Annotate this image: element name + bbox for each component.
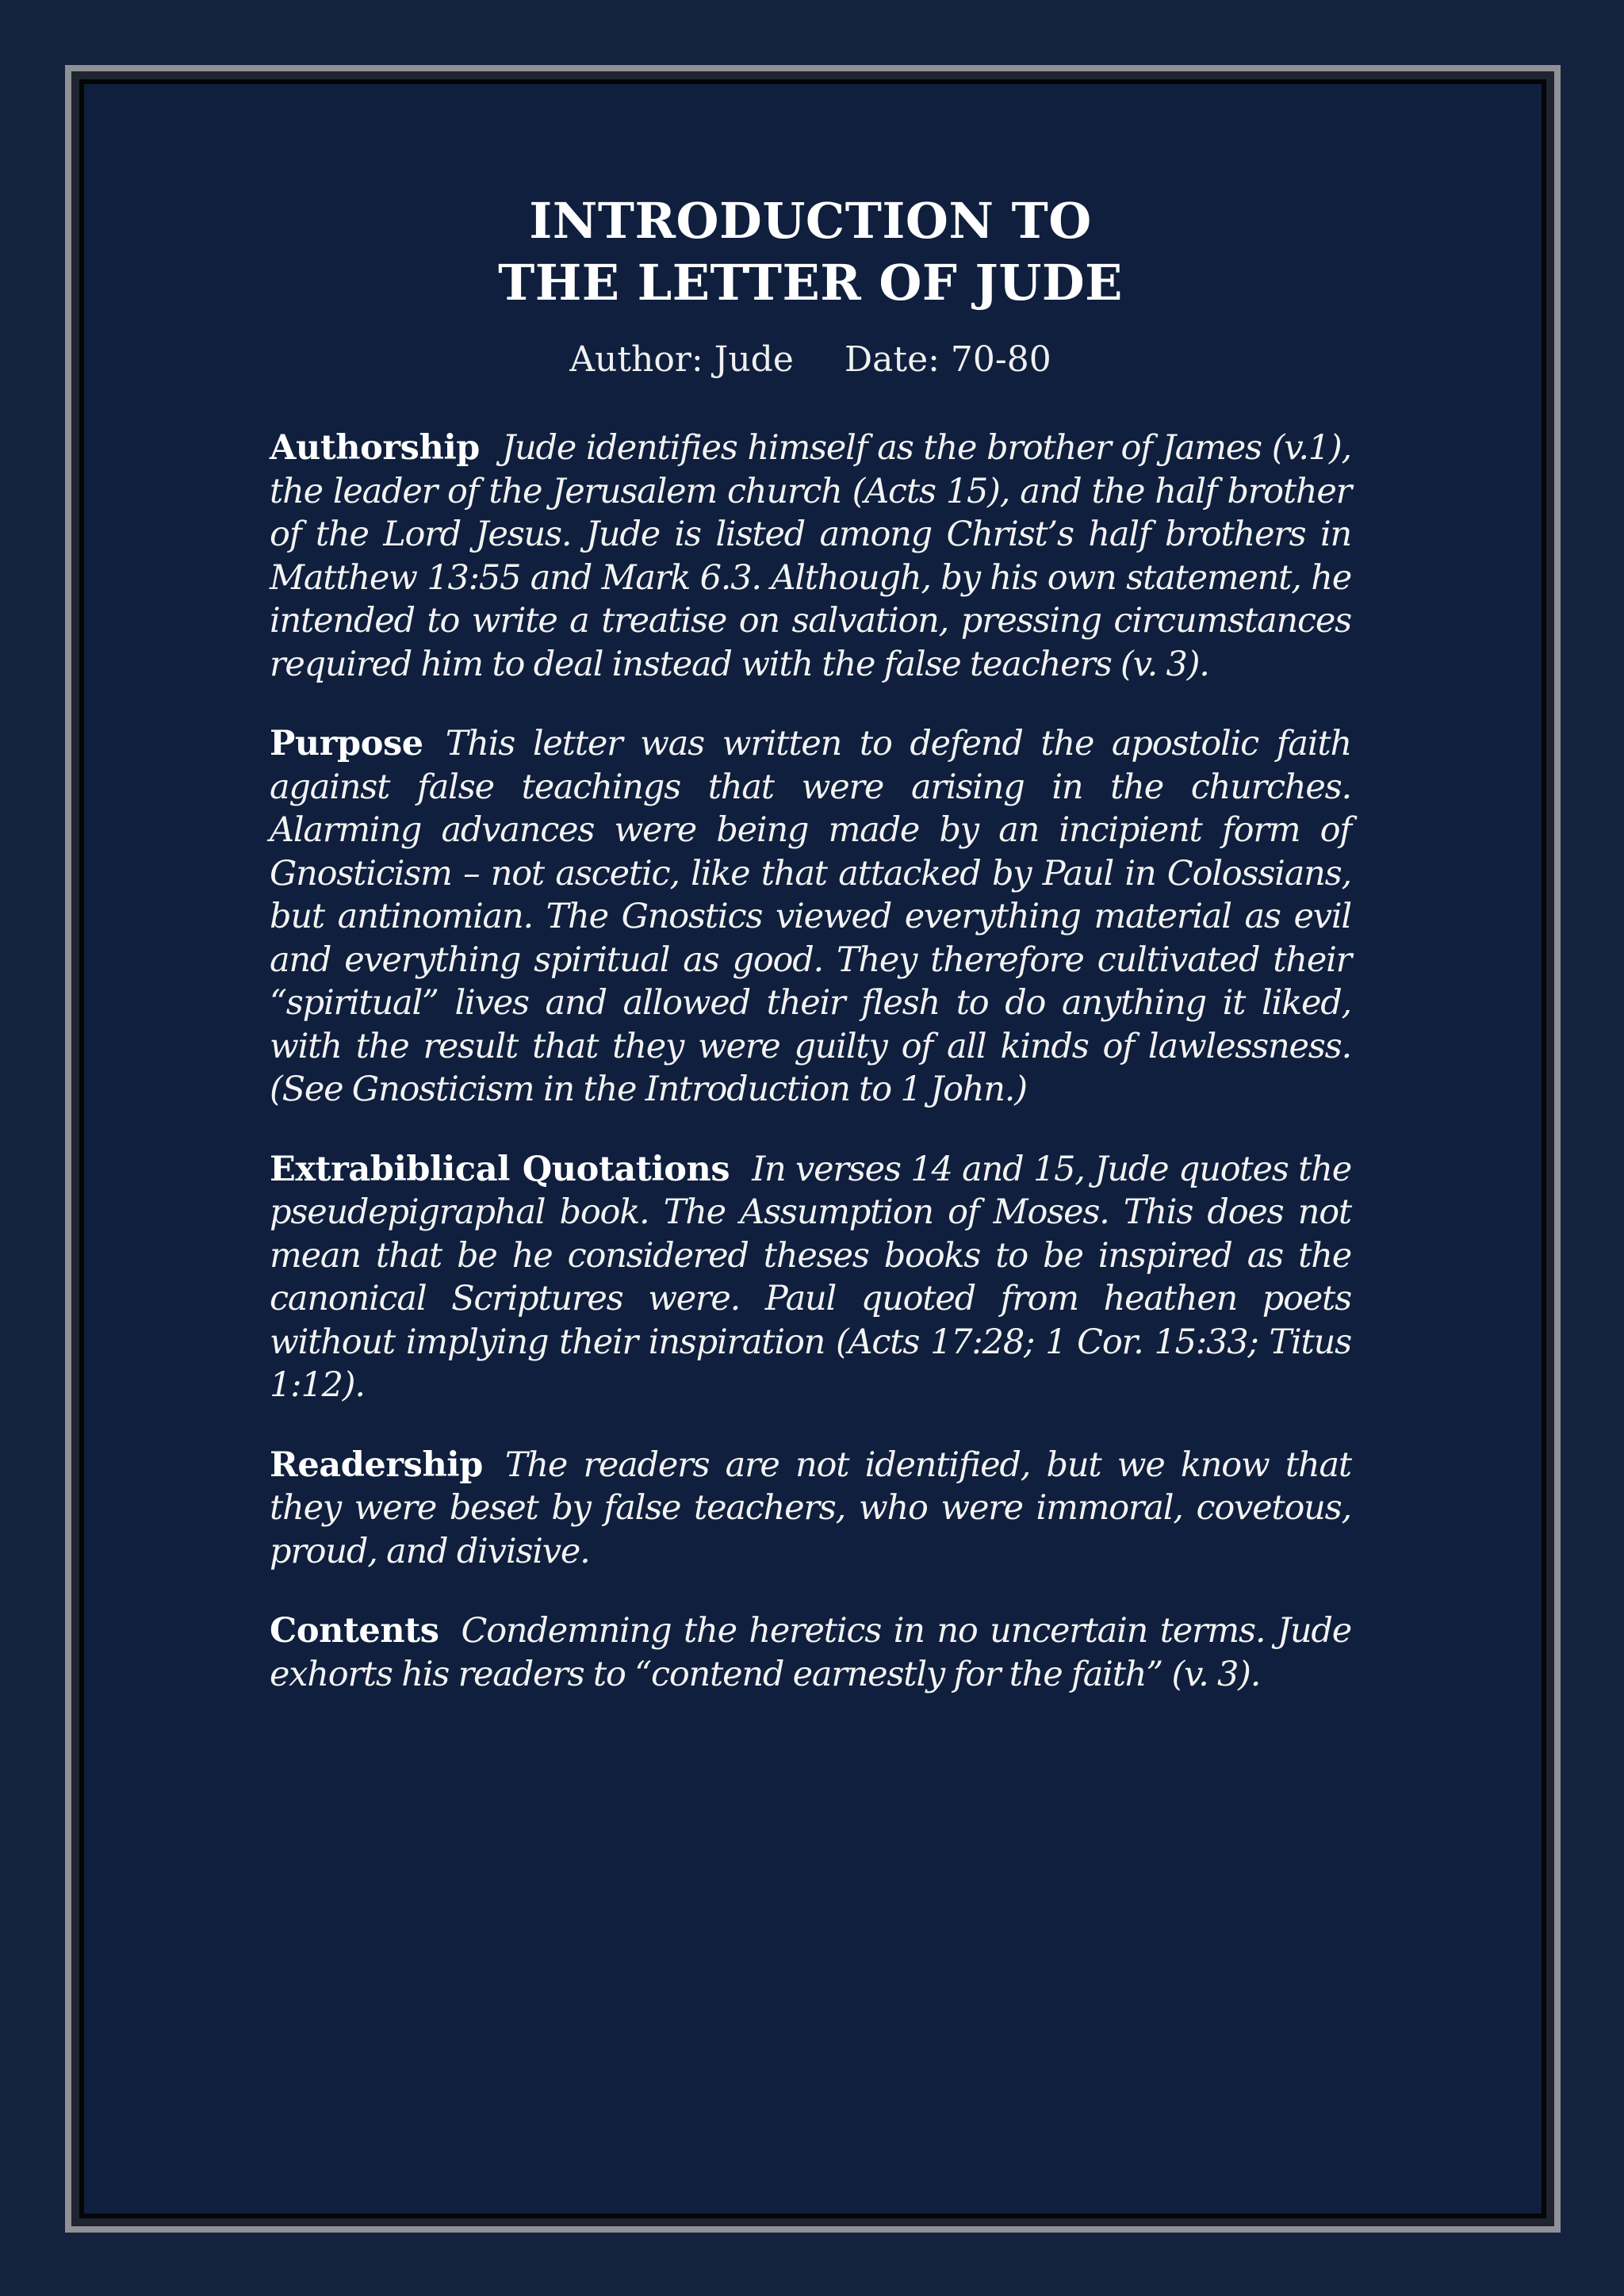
section-heading: Authorship [270,428,480,468]
author-label: Author: Jude [569,339,794,380]
section-text: Jude identifies himself as the brother of James (v.1), the leader of the Jerusalem church (Acts 15), and the half brother of the Lord Jesus. Jude is listed among Christ’s half brothers in Matthew 13:55 and Mark 6.3. Although, by his own statement, he intended to write a treatise on salvation, pressing circumstances required him to deal instead with the false teachers (v. 3). [270,428,1351,684]
section-text: Condemning the heretics in no uncertain terms. Jude exhorts his readers to “contend earnestly for the faith” (v. 3). [270,1611,1351,1694]
section-text: The readers are not identified, but we know that they were beset by false teachers, who were immoral, covetous, proud, and divisive. [270,1445,1351,1571]
section-extrabiblical-quotations [270,1148,1351,1407]
section-contents [270,1609,1351,1696]
section-heading: Contents [270,1611,439,1651]
section-purpose [270,722,1351,1112]
page-title [270,190,1351,314]
document-content [270,190,1351,1730]
title-line-1: INTRODUCTION TO [529,192,1092,250]
section-authorship [270,427,1351,686]
section-heading: Readership [270,1445,483,1485]
title-line-2: THE LETTER OF JUDE [498,254,1123,312]
section-text: This letter was written to defend the apostolic faith against false teachings that were arising in the churches. Alarming advances were being made by an incipient form of Gnosticism – not ascetic, like that attacked by Paul in Colossians, but antinomian. The Gnostics viewed everything material as evil and everything spiritual as good. They therefore cultivated their “spiritual” lives and allowed their flesh to do anything it liked, with the result that they were guilty of all kinds of lawlessness. (See Gnosticism in the Introduction to 1 John.) [270,724,1351,1109]
date-label: Date: 70-80 [844,339,1051,380]
section-heading: Purpose [270,724,423,763]
section-readership [270,1444,1351,1574]
author-date-line [270,336,1351,384]
section-heading: Extrabiblical Quotations [270,1149,730,1189]
section-text: In verses 14 and 15, Jude quotes the pseudepigraphal book. The Assumption of Moses. This does not mean that be he considered theses books to be inspired as the canonical Scriptures were. Paul quoted from heathen poets without implying their inspiration (Acts 17:28; 1 Cor. 15:33; Titus 1:12). [270,1149,1351,1405]
